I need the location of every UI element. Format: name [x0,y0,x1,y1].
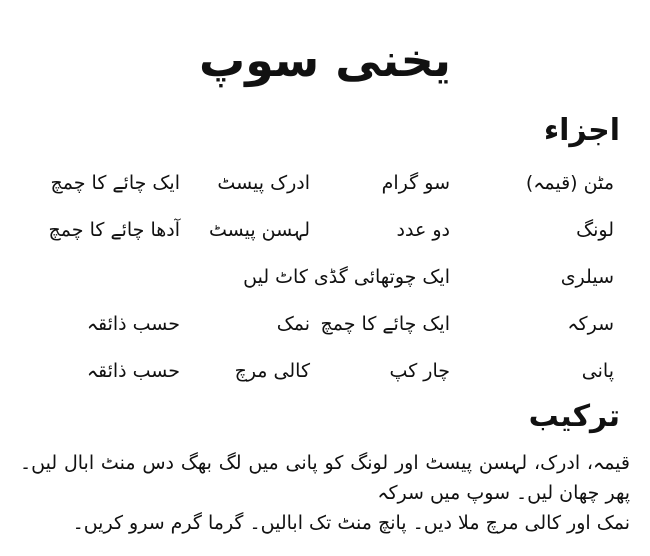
ingredient-quantity: چار کپ [389,360,450,382]
ingredient-quantity: حسب ذائقہ [86,313,180,335]
ingredient-name: سرکہ [567,313,614,335]
ingredient-row [0,306,650,342]
ingredient-name: مٹن (قیمہ) [525,172,614,194]
ingredient-name: نمک [276,313,310,335]
ingredient-quantity: ایک چوتھائی گڈی کاٹ لیں [243,266,450,288]
ingredient-name: لہسن پیسٹ [208,219,310,241]
ingredient-row [0,212,650,248]
ingredient-name: سیلری [560,266,614,288]
method-line: قیمہ، ادرک، لہسن پیسٹ اور لونگ کو پانی میں لگ بھگ دس منٹ ابال لیں۔ پھر چھان لیں۔ سوپ میں سرکہ [20,452,630,504]
ingredient-name: کالی مرچ [234,360,310,382]
ingredient-row [0,353,650,389]
ingredients-heading: اجزاء [543,113,620,148]
ingredient-name: لونگ [576,219,614,241]
recipe-title: یخنی سوپ [198,33,452,87]
ingredient-row [0,259,650,295]
ingredient-quantity: آدھا چائے کا چمچ [48,219,180,241]
ingredient-quantity: ایک چائے کا چمچ [320,313,450,335]
ingredient-name: ادرک پیسٹ [217,172,310,194]
ingredient-name: پانی [581,360,614,382]
method-heading: ترکیب [528,399,620,434]
ingredient-quantity: حسب ذائقہ [86,360,180,382]
ingredient-row [0,165,650,201]
ingredient-quantity: ایک چائے کا چمچ [50,172,180,194]
ingredient-quantity: دو عدد [396,219,450,241]
method-line: نمک اور کالی مرچ ملا دیں۔ پانچ منٹ تک ابالیں۔ گرما گرم سرو کریں۔ [72,512,630,534]
method-text [20,448,630,538]
ingredient-quantity: سو گرام [381,172,450,194]
